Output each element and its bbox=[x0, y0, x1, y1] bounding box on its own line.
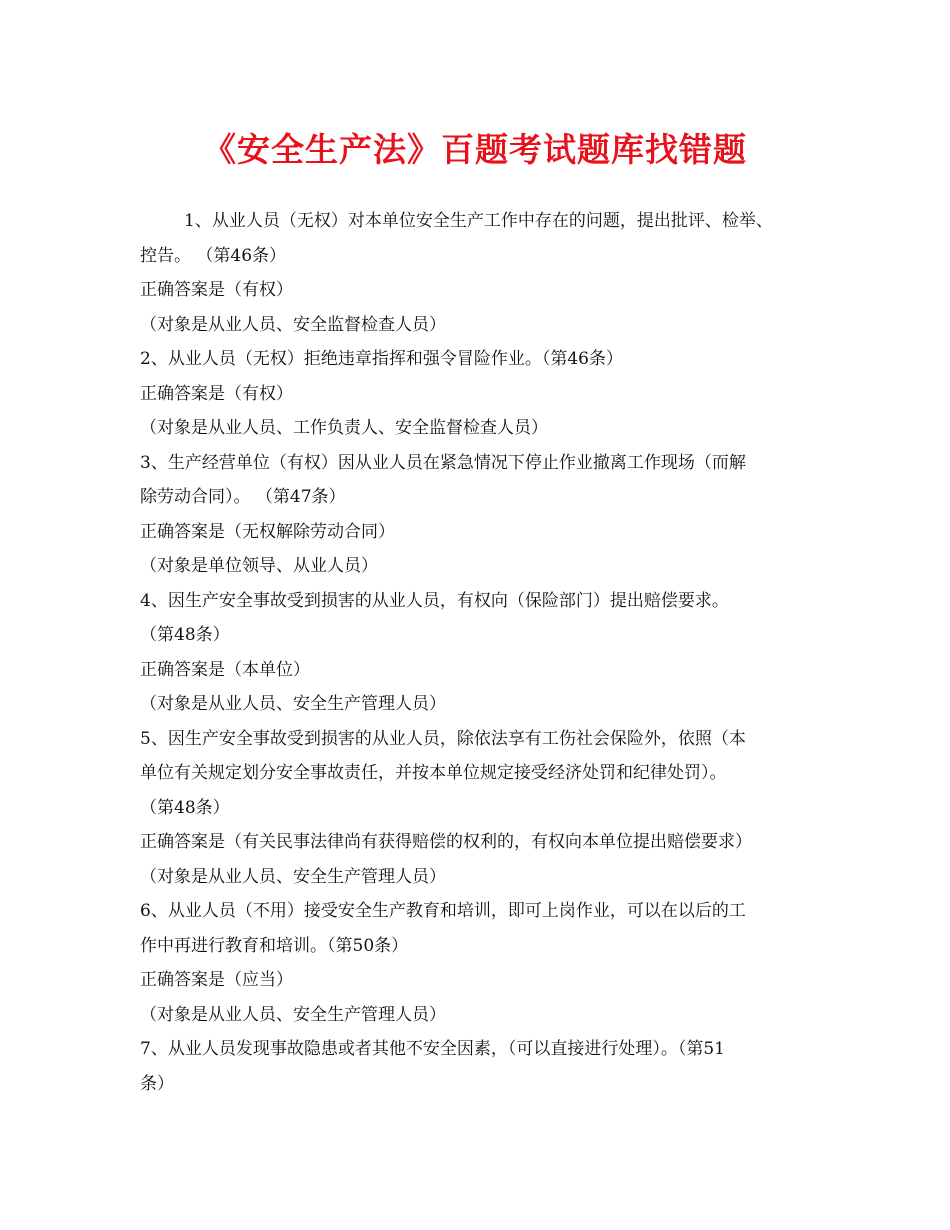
text-line: （第48条） bbox=[140, 797, 230, 818]
text-line: 正确答案是（有权） bbox=[140, 280, 293, 300]
text-line: （对象是从业人员、安全监督检查人员） bbox=[140, 314, 446, 335]
text-line: （对象是从业人员、工作负责人、安全监督检查人员） bbox=[140, 418, 548, 438]
text-line: 单位有关规定划分安全事故责任，并按本单位规定接受经济处罚和纪律处罚）。 bbox=[140, 763, 727, 783]
text-line: 条） bbox=[140, 1073, 174, 1094]
text-line: 5、因生产安全事故受到损害的从业人员，除依法享有工伤社会保险外，依照（本 bbox=[140, 728, 746, 749]
text-line: （对象是单位领导、从业人员） bbox=[140, 556, 378, 576]
text-line: 2、从业人员（无权）拒绝违章指挥和强令冒险作业。（第46条） bbox=[140, 349, 623, 369]
document-title: 《安全生产法》百题考试题库找错题 bbox=[203, 130, 747, 169]
text-line: 正确答案是（本单位） bbox=[140, 659, 310, 680]
text-line: （对象是从业人员、安全生产管理人员） bbox=[140, 694, 446, 714]
text-line: 正确答案是（有权） bbox=[140, 383, 293, 404]
text-line: 正确答案是（无权解除劳动合同） bbox=[140, 521, 395, 542]
text-line: 4、因生产安全事故受到损害的从业人员，有权向（保险部门）提出赔偿要求。 bbox=[140, 590, 729, 611]
document-body bbox=[140, 204, 820, 1101]
text-line: 控告。 （第46条） bbox=[140, 245, 287, 266]
text-line: 正确答案是（有关民事法律尚有获得赔偿的权利的，有权向本单位提出赔偿要求） bbox=[140, 832, 752, 852]
text-line: 1、从业人员（无权）对本单位安全生产工作中存在的问题，提出批评、检举、 bbox=[184, 211, 773, 231]
text-line: （对象是从业人员、安全生产管理人员） bbox=[140, 866, 446, 887]
text-line: 6、从业人员（不用）接受安全生产教育和培训，即可上岗作业，可以在以后的工 bbox=[140, 901, 746, 921]
text-line: （对象是从业人员、安全生产管理人员） bbox=[140, 1004, 446, 1025]
text-line: 正确答案是（应当） bbox=[140, 970, 293, 990]
text-line: 除劳动合同）。 （第47条） bbox=[140, 487, 346, 507]
text-line: （第48条） bbox=[140, 625, 230, 645]
text-line: 7、从业人员发现事故隐患或者其他不安全因素，（可以直接进行处理）。（第51 bbox=[140, 1039, 725, 1059]
text-line: 作中再进行教育和培训。（第50条） bbox=[140, 935, 409, 956]
text-line: 3、生产经营单位（有权）因从业人员在紧急情况下停止作业撤离工作现场（而解 bbox=[140, 452, 746, 473]
